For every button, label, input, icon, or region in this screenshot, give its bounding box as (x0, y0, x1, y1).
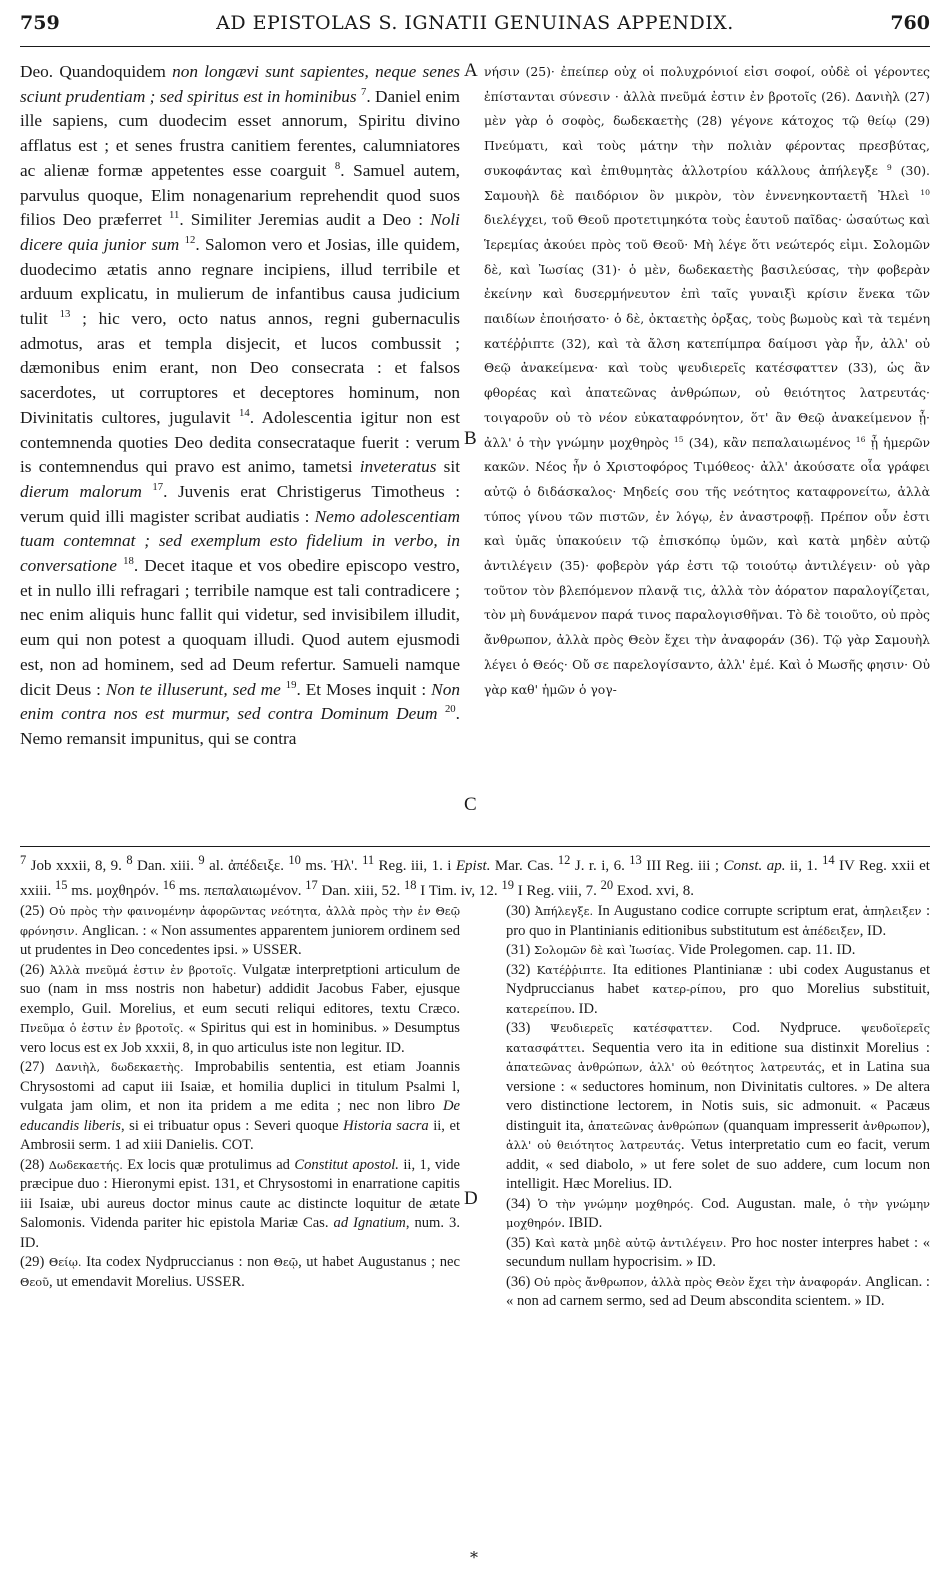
note: (33) Ψευδιερεῖς κατέσφαττεν. Cod. Nydpruce. ψευδοϊερεῖς κατασφάττει. Sequentia vero ita in editione sua distinxit Morelius : ἀπατεῶνας ἀνθρώπων, ἀλλ' οὐ θεότητος λατρευτάς, et in Latina sua versione : « seductores hominum, non Divinitatis cultores. » De altera vero distinctione lectorem, in Notis suis, sic admonuit. « Pacæus distinguit ita, ἀπατεῶνας ἀνθρώπων (quanquam impresserit ἀνθρωπον), ἀλλ' οὐ θειότητος λατρευτάς. Vetus interpretatio cum eo facit, verum addit, « sed diabolo, » ut fere solet de suo addere, cum locum non intelligit. Hæc Morelius. ID. (506, 1020, 930, 1192)
running-header (20, 12, 930, 42)
footnotes: $^7$ Job xxxii, 8, 9. $^8$ Dan. xiii. $^9$ al. ἀπέδειξε. $^{10}$ ms. Ἠλ'. $^{11}$ Reg. iii, 1. i Epist. Mar. Cas. $^{12}$ J. r. i, 6. $^{13}$ III Reg. iii ; Const. ap. ii, 1. $^{14}$ IV Reg. xxii et xxiii. $^{15}$ ms. μοχθηρόν. $^{16}$ ms. πεπαλαιωμένον. $^{17}$ Dan. xiii, 52. $^{18}$ I Tim. iv, 12. $^{19}$ I Reg. viii, 7. $^{20}$ Exod. xvi, 8. (20, 853, 930, 899)
margin-letter-c: C (464, 794, 477, 815)
greek-paragraph: νήσιν (25)· ἐπείπερ οὐχ οἱ πολυχρόνιοί εἰσι σοφοί, οὐδὲ οἱ γέροντες ἐπίστανται σύνεσιν · ἀλλὰ πνεῦμά ἐστιν ἐν βροτοῖς (26). Δανιὴλ (27) μὲν γὰρ ὁ σοφὸς, δωδεκαετὴς (28) γέγονε κάτοχος τῷ θείῳ (29) Πνεύματι, καὶ τοὺς μάτην τὴν πολιὰν φέροντας πρεσβύτας, συκοφάντας καὶ ἐπιθυμητὰς ἀλλοτρίου κάλλους ἀπήλεγξε $^9$ (30). Σαμουὴλ δὲ παιδόριον ὂν μικρὸν, τὸν ἐννενηκονταετῆ Ἠλεὶ $^{10}$ διελέγχει, τοῦ Θεοῦ προτετιμηκότα τοὺς ἑαυτοῦ παῖδας· ὡσαύτως καὶ Ἱερεμίας ἀκούει πρὸς τοῦ Θεοῦ· Μὴ λέγε ὅτι νεώτερός εἰμι. Σολομῶν δὲ, καὶ Ἰωσίας (31)· ὁ μὲν, δωδεκαετὴς βασιλεύσας, τὴν φοβερὰν ἐκείνην καὶ δυσερμήνευτον ἐπὶ ταῖς γυναιξὶ κρίσιν ἕνεκα τῶν παιδίων ἐποιήσατο· ὁ δὲ, ὀκταετὴς ὀρξας, τοὺς βωμοὺς καὶ τὰ τεμένη κατέῤῥιπτε (32), καὶ τὰ ἄλση κατεπίμπρα δαίμοσι γὰρ ἦν, ἀλλ' οὐ Θεῷ ἀνακείμενα· καὶ τοὺς ψευδιερεῖς κατέσφαττεν (33), ὡς ἂν φθορέας καὶ ἀπατεῶνας ἀνθρώπων, οὐ θειότητος λατρευτάς· τοιγαροῦν οὐ τὸ νέον εὐκαταφρόνητον, ὅτ' ἂν Θεῷ ἀνακείμενον ᾖ· ἀλλ' ὁ τὴν γνώμην μοχθηρὸς $^{15}$ (34), κἂν πεπαλαιωμένος $^{16}$ ᾖ ἡμερῶν κακῶν. Νέος ἦν ὁ Χριστοφόρος Τιμόθεος· ἀλλ' ἀκούσατε οἷα γράφει αὐτῷ ὁ διδάσκαλος· Μηδείς σου τῆς νεότητος καταφρονείτω, ἀλλὰ τύπος γίνου τῶν πιστῶν, ἐν λόγῳ, ἐν ἀναστροφῇ. Πρέπον οὖν ἐστι καὶ ὑμᾶς ὑπακούειν τῷ ἐπισκόπῳ ὑμῶν, καὶ κατὰ μηδὲν αὐτῷ ἀντιλέγειν (35)· φοβερὸν γάρ ἐστι τῷ τοιούτῳ ἀντιλέγειν· οὐ γὰρ τοῦτον τὸν βλεπόμενον πλανᾷ τις, ἀλλὰ τὸν ἀόρατον παραλογίζεται, τὸν μὴ δυνάμενον παρά τινος παραλογισθῆναι. Τὸ δὲ τοιοῦτο, οὐ πρὸς ἄνθρωπον, ἀλλὰ πρὸς Θεὸν ἔχει τὴν ἀναφοράν (36). Τῷ γὰρ Σαμουὴλ λέγει ὁ Θεός· Οὔ σε παρελογίσαντο, ἀλλ' ἐμέ. Καὶ ὁ Μωσῆς φησιν· Οὐ γὰρ καθ' ἡμῶν ὁ γογ- (484, 64, 930, 697)
bottom-asterisk: * (470, 1548, 478, 1567)
latin-column (20, 60, 460, 752)
notes-right-column (506, 902, 930, 1312)
header-rule (20, 46, 930, 47)
running-title: AD EPISTOLAS S. IGNATII GENUINAS APPENDIX. (216, 12, 734, 34)
note: (29) Θείῳ. Ita codex Nydpruccianus : non Θεῷ, ut habet Augustanus ; nec Θεοῦ, ut emendavit Morelius. USSER. (20, 1254, 460, 1290)
footnote-rule (20, 846, 930, 847)
latin-paragraph: Deo. Quandoquidem non longævi sunt sapientes, neque senes sciunt prudentiam ; sed spiritus est in hominibus $^7$. Daniel enim ille sapiens, cum duodecim esset annorum, Spiritu divino afflatus est ; et senes frustra canitiem ferentes, calumniatores ac alienæ formæ appetentes esse coarguit $^8$. Samuel autem, parvulus quoque, Elim nonagenarium reprehendit quod suos filios Deo præferret $^{11}$. Similiter Jeremias audit a Deo : Noli dicere quia junior sum $^{12}$. Salomon vero et Josias, ille quidem, duodecimo ætatis anno regnare incipiens, illud terribile et arduum explicatu, in mulierum de infantibus causa judicium tulit $^{13}$ ; hic vero, octo natus annos, regni gubernaculis admotus, aras et templa disjecit, et lucos combussit ; dæmonibus enim erant, non Deo consecrata : et falsos sacerdotes, ut corruptores et deceptores hominum, non Divinitatis cultores, jugulavit $^{14}$. Adolescentia igitur non est contemnenda quoties Deo dedita consecrataque fuerit : verum is contemnendus qui pravo est animo, tametsi inveteratus sit dierum malorum $^{17}$. Juvenis erat Christigerus Timotheus : verum quid illi magister scribat audiatis : Nemo adolescentiam tuam contemnat ; sed exemplum esto fidelium in verbo, in conversatione $^{18}$. Decet itaque et vos obedire episcopo vestro, et in nullo illi refragari ; terribile namque est tali contradicere ; nec enim aliquis hunc fallit qui videtur, sed invisibilem illudit, eum qui non potest a quoquam illudi. Quod autem ejusmodi est, non ad hominem, sed ad Deum refertur. Samueli namque dicit Deus : Non te illuserunt, sed me $^{19}$. Et Moses inquit : Non enim contra nos est murmur, sed contra Dominum Deum $^{20}$. Nemo remansit impunitus, qui se contra (20, 62, 461, 748)
note: (30) Ἀπήλεγξε. In Augustano codice corrupte scriptum erat, ἀπηλειξεν : pro quo in Plantinianis editionibus substitutum est ἀπέδειξεν, ID. (506, 903, 931, 939)
note: (25) Οὐ πρὸς τὴν φαινομένην ἀφορῶντας νεότητα, ἀλλὰ πρὸς τὴν ἐν Θεῷ φρόνησιν. Anglican. : « Non assumentes apparentem juniorem ordinem sed ut prudentes in Deo concedentes ipsi. » USSER. (20, 903, 460, 958)
note: (35) Καὶ κατὰ μηδὲ αὐτῷ ἀντιλέγειν. Pro hoc noster interpres habet : « secundum nullam hypocrisim. » ID. (506, 1234, 930, 1270)
note: (26) Ἀλλὰ πνεῦμά ἐστιν ἐν βροτοῖς. Vulgatæ interpretptioni articulum de suo (nam in mss nostris non habetur) addidit Jacobus Faber, ejusque exemplo, Guil. Morelius, et eum secuti reliqui editores, textu Cræco. Πνεῦμα ὁ ἐστιν ἐν βροτοῖς. « Spiritus qui est in hominibus. » Desumptus vero locus est ex Job xxxii, 8, in quo articulus iste non legitur. ID. (20, 961, 460, 1056)
margin-letter-d: D (464, 1188, 478, 1209)
page-number-left: 759 (20, 12, 60, 34)
note: (36) Οὐ πρὸς ἄνθρωπον, ἀλλὰ πρὸς Θεὸν ἔχει τὴν ἀναφοράν. Anglican. : « non ad carnem sermo, sed ad Deum abscondita scientem. » ID. (506, 1273, 930, 1309)
note: (34) Ὁ τὴν γνώμην μοχθηρός. Cod. Augustan. male, ὁ τὴν γνώμην μοχθηρόν. IBID. (506, 1195, 930, 1231)
page-number-right: 760 (890, 12, 930, 34)
note: (27) Δανιὴλ, δωδεκαετὴς. Improbabilis sententia, est etiam Joannis Chrysostomi ad caput iii Isaiæ, et homilia duplici in titulum Psalmi l, vulgata jam olim, et non ita pridem a me edita ; nec non libro De educandis liberis, si ei tribuatur opus : Severi quoque Historia sacra ii, et Ambrosii serm. 1 ad xiii Danielis. COT. (20, 1059, 461, 1153)
note: (32) Κατέῤῥιπτε. Ita editiones Plantinianæ : ubi codex Augustanus et Nydpruccianus habet κατερ-ρίπου, pro quo Morelius substituit, κατερείπου. ID. (506, 961, 931, 1017)
notes-left-column (20, 902, 460, 1292)
note: (28) Δωδεκαετής. Ex locis quæ protulimus ad Constitut apostol. ii, 1, vide præcipue duo : Hieronymi epist. 131, et Chrysostomi in enarratione capitis iii Isaiæ, ubi aureus doctor minus caute ac distincte loquitur de ætate Salomonis. Videnda pariter hic epistola Mariæ Cas. ad Ignatium, num. 3. ID. (20, 1156, 460, 1251)
margin-letter-b: B (464, 428, 477, 449)
margin-letter-a: A (464, 60, 478, 81)
greek-column (484, 60, 930, 702)
note: (31) Σολομῶν δὲ καὶ Ἰωσίας. Vide Prolegomen. cap. 11. ID. (506, 942, 856, 958)
